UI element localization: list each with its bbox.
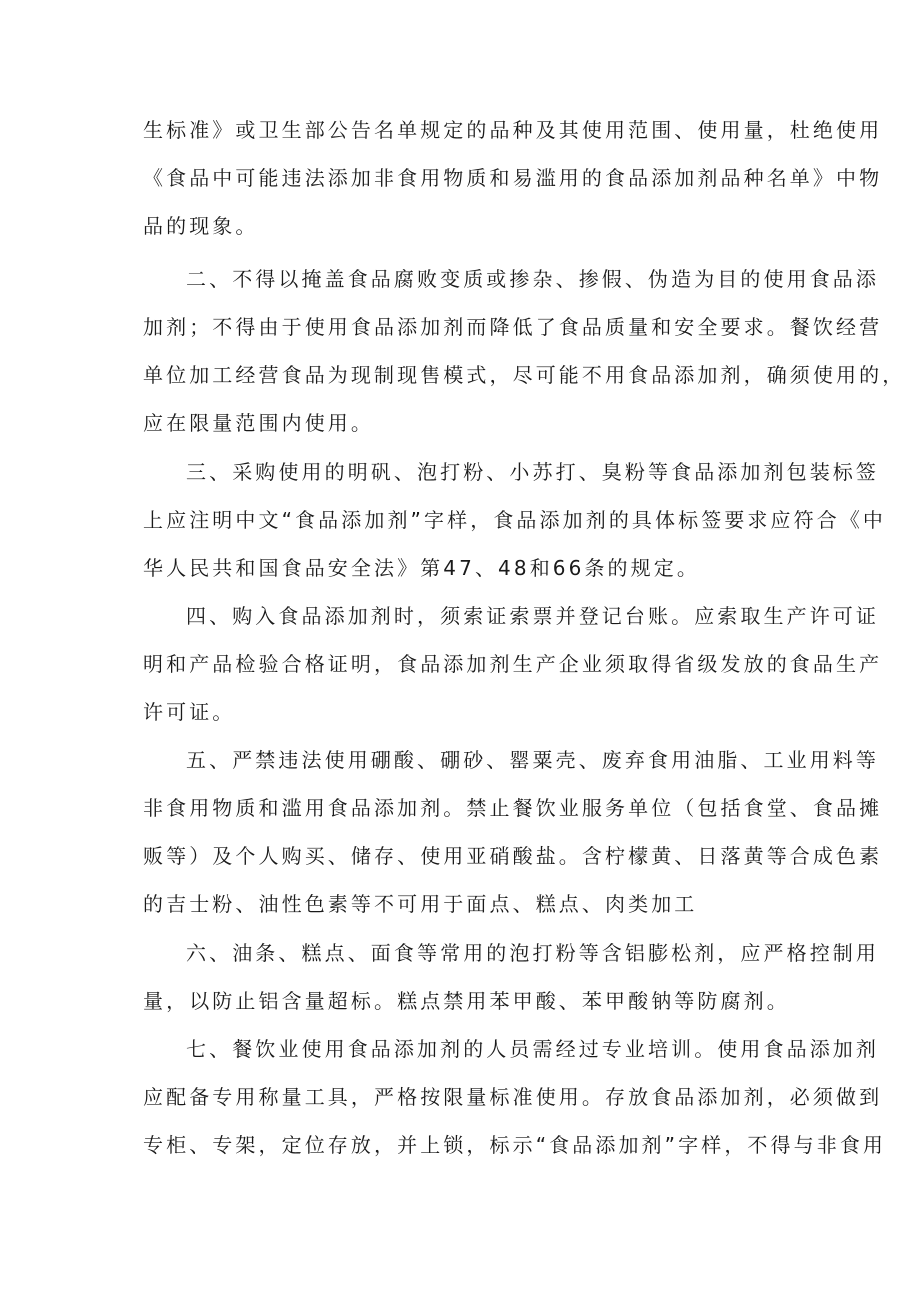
text-line: 品的现象。 [143,214,259,238]
text-line: 加剂；不得由于使用食品添加剂而降低了食品质量和安全要求。餐饮经营 [143,315,883,339]
text-line: 专柜、专架，定位存放，并上锁，标示“食品添加剂”字样，不得与非食用 [143,1133,887,1157]
paragraph-6-first-line: 六、油条、糕点、面食等常用的泡打粉等含铝膨松剂，应严格控制用 [186,941,879,965]
text-line: 许可证。 [143,700,236,724]
paragraph-4-first-line: 四、购入食品添加剂时，须索证索票并登记台账。应索取生产许可证 [186,604,879,628]
text-line: 单位加工经营食品为现制现售模式，尽可能不用食品添加剂，确须使用的， [143,363,906,387]
text-line: 华人民共和国食品安全法》第47、48和66条的规定。 [143,556,700,580]
paragraph-2-first-line: 二、不得以掩盖食品腐败变质或掺杂、掺假、伪造为目的使用食品添 [186,267,879,291]
text-line: 非食用物质和滥用食品添加剂。禁止餐饮业服务单位（包括食堂、食品摊 [143,796,883,820]
text-line: 量，以防止铝含量超标。糕点禁用苯甲酸、苯甲酸钠等防腐剂。 [143,989,790,1013]
paragraph-5-first-line: 五、严禁违法使用硼酸、硼砂、罂粟壳、废弃食用油脂、工业用料等 [186,748,879,772]
text-line: 《食品中可能违法添加非食用物质和易滥用的食品添加剂品种名单》中物 [143,166,883,190]
text-line: 贩等）及个人购买、储存、使用亚硝酸盐。含柠檬黄、日落黄等合成色素 [143,844,883,868]
paragraph-3-first-line: 三、采购使用的明矾、泡打粉、小苏打、臭粉等食品添加剂包装标签 [186,460,879,484]
text-line: 上应注明中文“食品添加剂”字样，食品添加剂的具体标签要求应符合《中 [143,508,887,532]
text-line: 明和产品检验合格证明，食品添加剂生产企业须取得省级发放的食品生产 [143,652,883,676]
paragraph-7-first-line: 七、餐饮业使用食品添加剂的人员需经过专业培训。使用食品添加剂 [186,1037,879,1061]
text-line: 应配备专用称量工具，严格按限量标准使用。存放食品添加剂，必须做到 [143,1085,883,1109]
text-line: 生标准》或卫生部公告名单规定的品种及其使用范围、使用量，杜绝使用 [143,118,883,142]
text-line: 应在限量范围内使用。 [143,411,374,435]
text-line: 的吉士粉、油性色素等不可用于面点、糕点、肉类加工 [143,892,698,916]
